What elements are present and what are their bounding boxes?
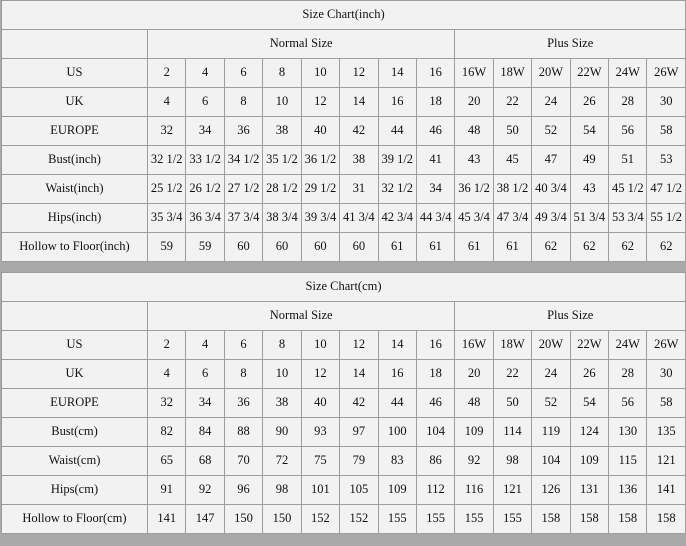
measurement-cell: 130 [609, 418, 647, 447]
row-label: Hollow to Floor(cm) [2, 505, 148, 534]
measurement-cell: 43 [455, 146, 493, 175]
row-label: Hips(inch) [2, 204, 148, 233]
measurement-cell: 39 1/2 [378, 146, 416, 175]
measurement-cell: 39 3/4 [301, 204, 339, 233]
measurement-cell: 61 [455, 233, 493, 262]
measurement-cell: 109 [378, 476, 416, 505]
measurement-cell: 97 [340, 418, 378, 447]
measurement-cell: 14 [378, 331, 416, 360]
measurement-cell: 26 [570, 88, 608, 117]
measurement-cell: 51 3/4 [570, 204, 608, 233]
measurement-cell: 48 [455, 117, 493, 146]
measurement-cell: 34 1/2 [224, 146, 262, 175]
measurement-cell: 33 1/2 [186, 146, 224, 175]
measurement-cell: 93 [301, 418, 339, 447]
measurement-cell: 16W [455, 59, 493, 88]
measurement-cell: 42 3/4 [378, 204, 416, 233]
table-row [2, 447, 686, 476]
measurement-cell: 18W [493, 331, 531, 360]
row-label: Bust(inch) [2, 146, 148, 175]
table-row [2, 331, 686, 360]
measurement-cell: 60 [224, 233, 262, 262]
measurement-cell: 40 [301, 117, 339, 146]
measurement-cell: 38 [263, 389, 301, 418]
measurement-cell: 31 [340, 175, 378, 204]
measurement-cell: 20W [532, 59, 570, 88]
measurement-cell: 18 [416, 360, 454, 389]
measurement-cell: 88 [224, 418, 262, 447]
measurement-cell: 36 3/4 [186, 204, 224, 233]
measurement-cell: 6 [224, 59, 262, 88]
measurement-cell: 36 1/2 [455, 175, 493, 204]
measurement-cell: 4 [148, 360, 186, 389]
measurement-cell: 56 [609, 389, 647, 418]
measurement-cell: 36 1/2 [301, 146, 339, 175]
size-chart-section [0, 272, 686, 534]
measurement-cell: 155 [416, 505, 454, 534]
measurement-cell: 75 [301, 447, 339, 476]
measurement-cell: 91 [148, 476, 186, 505]
measurement-cell: 16W [455, 331, 493, 360]
measurement-cell: 158 [609, 505, 647, 534]
measurement-cell: 22W [570, 331, 608, 360]
row-label: UK [2, 88, 148, 117]
measurement-cell: 42 [340, 389, 378, 418]
measurement-cell: 8 [224, 360, 262, 389]
measurement-cell: 53 3/4 [609, 204, 647, 233]
measurement-cell: 24 [532, 360, 570, 389]
measurement-cell: 62 [570, 233, 608, 262]
measurement-cell: 109 [570, 447, 608, 476]
measurement-cell: 82 [148, 418, 186, 447]
measurement-cell: 55 1/2 [647, 204, 685, 233]
measurement-cell: 35 1/2 [263, 146, 301, 175]
measurement-cell: 6 [186, 88, 224, 117]
measurement-cell: 20W [532, 331, 570, 360]
measurement-cell: 59 [148, 233, 186, 262]
measurement-cell: 38 1/2 [493, 175, 531, 204]
measurement-cell: 36 [224, 389, 262, 418]
measurement-cell: 24 [532, 88, 570, 117]
measurement-cell: 62 [532, 233, 570, 262]
measurement-cell: 22W [570, 59, 608, 88]
chart-title: Size Chart(cm) [2, 273, 686, 302]
table-row [2, 117, 686, 146]
measurement-cell: 24W [609, 59, 647, 88]
measurement-cell: 84 [186, 418, 224, 447]
measurement-cell: 26W [647, 59, 685, 88]
table-row [2, 146, 686, 175]
measurement-cell: 32 1/2 [148, 146, 186, 175]
measurement-cell: 4 [186, 331, 224, 360]
measurement-cell: 2 [148, 59, 186, 88]
measurement-cell: 37 3/4 [224, 204, 262, 233]
measurement-cell: 45 3/4 [455, 204, 493, 233]
measurement-cell: 121 [647, 447, 686, 476]
chart-title: Size Chart(inch) [2, 1, 686, 30]
measurement-cell: 58 [647, 117, 685, 146]
measurement-cell: 40 [301, 389, 339, 418]
measurement-cell: 116 [455, 476, 493, 505]
measurement-cell: 18 [416, 88, 454, 117]
measurement-cell: 16 [416, 59, 454, 88]
measurement-cell: 12 [301, 360, 339, 389]
table-row [2, 476, 686, 505]
measurement-cell: 141 [148, 505, 186, 534]
measurement-cell: 65 [148, 447, 186, 476]
measurement-cell: 6 [186, 360, 224, 389]
measurement-cell: 46 [416, 117, 454, 146]
measurement-cell: 47 3/4 [493, 204, 531, 233]
measurement-cell: 10 [301, 59, 339, 88]
measurement-cell: 26 1/2 [186, 175, 224, 204]
measurement-cell: 34 [416, 175, 454, 204]
measurement-cell: 26W [647, 331, 686, 360]
row-label: Waist(inch) [2, 175, 148, 204]
measurement-cell: 158 [570, 505, 608, 534]
measurement-cell: 112 [416, 476, 454, 505]
size-group-row [2, 302, 686, 331]
measurement-cell: 38 3/4 [263, 204, 301, 233]
measurement-cell: 119 [532, 418, 570, 447]
measurement-cell: 109 [455, 418, 493, 447]
measurement-cell: 58 [647, 389, 686, 418]
measurement-cell: 124 [570, 418, 608, 447]
measurement-cell: 131 [570, 476, 608, 505]
measurement-cell: 18W [493, 59, 531, 88]
measurement-cell: 152 [301, 505, 339, 534]
measurement-cell: 86 [416, 447, 454, 476]
measurement-cell: 155 [378, 505, 416, 534]
measurement-cell: 54 [570, 389, 608, 418]
row-label: Hollow to Floor(inch) [2, 233, 148, 262]
measurement-cell: 62 [609, 233, 647, 262]
measurement-cell: 105 [340, 476, 378, 505]
table-row [2, 418, 686, 447]
measurement-cell: 16 [378, 88, 416, 117]
measurement-cell: 45 1/2 [609, 175, 647, 204]
measurement-cell: 155 [455, 505, 493, 534]
measurement-cell: 135 [647, 418, 686, 447]
measurement-cell: 141 [647, 476, 686, 505]
measurement-cell: 79 [340, 447, 378, 476]
measurement-cell: 90 [263, 418, 301, 447]
measurement-cell: 20 [455, 360, 493, 389]
measurement-cell: 96 [224, 476, 262, 505]
measurement-cell: 60 [301, 233, 339, 262]
measurement-cell: 70 [224, 447, 262, 476]
row-label: US [2, 331, 148, 360]
corner-cell [2, 30, 148, 59]
measurement-cell: 83 [378, 447, 416, 476]
measurement-cell: 50 [493, 117, 531, 146]
measurement-cell: 158 [532, 505, 570, 534]
table-row [2, 88, 686, 117]
table-row [2, 175, 686, 204]
measurement-cell: 28 [609, 360, 647, 389]
measurement-cell: 158 [647, 505, 686, 534]
measurement-cell: 32 [148, 389, 186, 418]
measurement-cell: 4 [148, 88, 186, 117]
measurement-cell: 61 [378, 233, 416, 262]
measurement-cell: 25 1/2 [148, 175, 186, 204]
measurement-cell: 14 [378, 59, 416, 88]
measurement-cell: 60 [263, 233, 301, 262]
measurement-cell: 8 [224, 88, 262, 117]
size-group-header: Plus Size [455, 30, 686, 59]
measurement-cell: 92 [455, 447, 493, 476]
measurement-cell: 34 [186, 389, 224, 418]
measurement-cell: 101 [301, 476, 339, 505]
row-label: Bust(cm) [2, 418, 148, 447]
measurement-cell: 61 [493, 233, 531, 262]
measurement-cell: 38 [263, 117, 301, 146]
size-group-header: Normal Size [148, 302, 455, 331]
measurement-cell: 126 [532, 476, 570, 505]
row-label: EUROPE [2, 389, 148, 418]
bottom-padding [0, 534, 686, 546]
measurement-cell: 10 [301, 331, 339, 360]
measurement-cell: 46 [416, 389, 454, 418]
measurement-cell: 92 [186, 476, 224, 505]
chart-title-row [2, 273, 686, 302]
table-row [2, 389, 686, 418]
measurement-cell: 35 3/4 [148, 204, 186, 233]
table-row [2, 59, 686, 88]
measurement-cell: 53 [647, 146, 685, 175]
measurement-cell: 62 [647, 233, 685, 262]
measurement-cell: 34 [186, 117, 224, 146]
measurement-cell: 16 [378, 360, 416, 389]
measurement-cell: 121 [493, 476, 531, 505]
size-chart-table [1, 272, 686, 534]
measurement-cell: 147 [186, 505, 224, 534]
measurement-cell: 12 [340, 59, 378, 88]
measurement-cell: 32 1/2 [378, 175, 416, 204]
measurement-cell: 26 [570, 360, 608, 389]
measurement-cell: 28 [609, 88, 647, 117]
measurement-cell: 68 [186, 447, 224, 476]
measurement-cell: 44 3/4 [416, 204, 454, 233]
measurement-cell: 22 [493, 360, 531, 389]
measurement-cell: 100 [378, 418, 416, 447]
measurement-cell: 136 [609, 476, 647, 505]
measurement-cell: 47 [532, 146, 570, 175]
measurement-cell: 8 [263, 59, 301, 88]
measurement-cell: 32 [148, 117, 186, 146]
measurement-cell: 10 [263, 360, 301, 389]
measurement-cell: 14 [340, 360, 378, 389]
row-label: US [2, 59, 148, 88]
measurement-cell: 61 [416, 233, 454, 262]
measurement-cell: 115 [609, 447, 647, 476]
measurement-cell: 29 1/2 [301, 175, 339, 204]
measurement-cell: 10 [263, 88, 301, 117]
size-chart-table [1, 0, 686, 262]
measurement-cell: 48 [455, 389, 493, 418]
size-group-header: Normal Size [148, 30, 455, 59]
measurement-cell: 54 [570, 117, 608, 146]
table-row [2, 204, 686, 233]
row-label: UK [2, 360, 148, 389]
measurement-cell: 56 [609, 117, 647, 146]
measurement-cell: 16 [416, 331, 454, 360]
measurement-cell: 50 [493, 389, 531, 418]
measurement-cell: 4 [186, 59, 224, 88]
measurement-cell: 45 [493, 146, 531, 175]
size-group-header: Plus Size [455, 302, 686, 331]
measurement-cell: 12 [340, 331, 378, 360]
measurement-cell: 49 [570, 146, 608, 175]
measurement-cell: 27 1/2 [224, 175, 262, 204]
measurement-cell: 22 [493, 88, 531, 117]
measurement-cell: 114 [493, 418, 531, 447]
measurement-cell: 155 [493, 505, 531, 534]
measurement-cell: 104 [416, 418, 454, 447]
measurement-cell: 52 [532, 389, 570, 418]
measurement-cell: 44 [378, 117, 416, 146]
measurement-cell: 150 [224, 505, 262, 534]
table-row [2, 360, 686, 389]
measurement-cell: 30 [647, 88, 685, 117]
measurement-cell: 44 [378, 389, 416, 418]
measurement-cell: 150 [263, 505, 301, 534]
corner-cell [2, 302, 148, 331]
chart-title-row [2, 1, 686, 30]
measurement-cell: 59 [186, 233, 224, 262]
measurement-cell: 36 [224, 117, 262, 146]
table-row [2, 505, 686, 534]
row-label: Hips(cm) [2, 476, 148, 505]
row-label: EUROPE [2, 117, 148, 146]
measurement-cell: 42 [340, 117, 378, 146]
section-divider [0, 262, 686, 272]
table-row [2, 233, 686, 262]
size-chart-section [0, 0, 686, 262]
measurement-cell: 41 3/4 [340, 204, 378, 233]
measurement-cell: 40 3/4 [532, 175, 570, 204]
measurement-cell: 8 [263, 331, 301, 360]
size-group-row [2, 30, 686, 59]
row-label: Waist(cm) [2, 447, 148, 476]
measurement-cell: 20 [455, 88, 493, 117]
measurement-cell: 49 3/4 [532, 204, 570, 233]
measurement-cell: 47 1/2 [647, 175, 685, 204]
measurement-cell: 24W [609, 331, 647, 360]
measurement-cell: 98 [493, 447, 531, 476]
measurement-cell: 14 [340, 88, 378, 117]
measurement-cell: 43 [570, 175, 608, 204]
measurement-cell: 51 [609, 146, 647, 175]
measurement-cell: 60 [340, 233, 378, 262]
measurement-cell: 41 [416, 146, 454, 175]
measurement-cell: 28 1/2 [263, 175, 301, 204]
measurement-cell: 52 [532, 117, 570, 146]
measurement-cell: 72 [263, 447, 301, 476]
measurement-cell: 2 [148, 331, 186, 360]
measurement-cell: 98 [263, 476, 301, 505]
measurement-cell: 38 [340, 146, 378, 175]
measurement-cell: 104 [532, 447, 570, 476]
measurement-cell: 12 [301, 88, 339, 117]
measurement-cell: 152 [340, 505, 378, 534]
measurement-cell: 6 [224, 331, 262, 360]
measurement-cell: 30 [647, 360, 686, 389]
